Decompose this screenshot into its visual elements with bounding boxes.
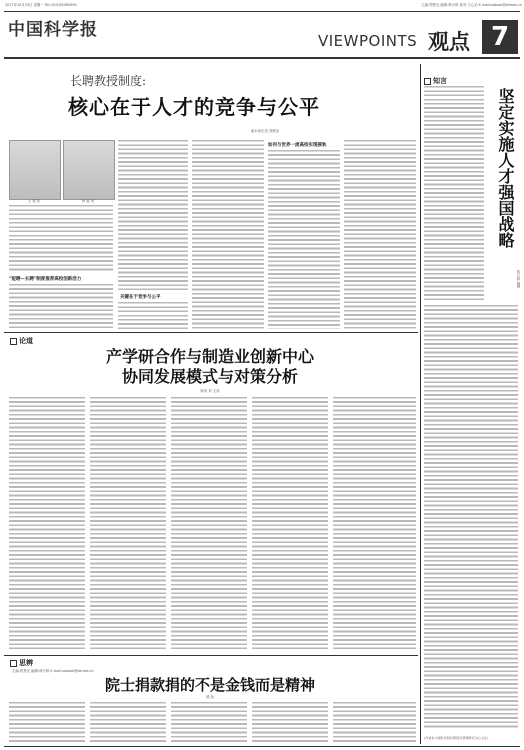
article3-body-col1 [9,702,85,744]
date-line: 2017年10月23日 星期一 Tel:(010)62580692 [5,3,77,7]
page-bottom-rule [4,746,520,747]
caption-left: 王 建 伟 [27,199,41,203]
paper-name-logo: 中国科学报 [8,20,98,40]
article2-body-col2 [90,397,166,649]
article3-top-rule [4,655,418,656]
sidebar-author: 郭日修 林珮 [516,270,520,289]
article1-body-col2b [118,302,188,329]
article2-headline-1: 产学研合作与制造业创新中心 [105,347,314,366]
section-cn: 观点 [428,29,470,54]
article1-body-col4 [268,150,340,329]
portrait-photo-right [63,140,115,200]
footer-credit: (作者系中国科学院科研院所管理研究中心主任) [424,736,489,740]
page-number: 7 [482,20,518,54]
article2-body-col1 [9,397,85,649]
article1-body-col3 [192,140,264,329]
portrait-photo-left [9,140,61,200]
sidebar-vertical-title: 坚定实施人才强国战略 [496,88,515,248]
editor-line: 主编:郑楚光 编辑:韩天琪 校对:王心怡 E-mail:ssbook@stimes.cn [421,3,522,7]
article1-body-col5 [344,140,416,329]
sidebar-label-icon [424,78,431,85]
article1-kicker: 长聘教授制度: [70,74,147,88]
article3-section-label [10,658,33,668]
article3-section-text: 思辨 [19,658,33,667]
article1-headline: 核心在于人才的竞争与公平 [68,95,320,119]
article1-subhead2: 如何与世界一流高校实现接轨 [268,143,327,148]
article3-headline: 院士捐款捐的不是金钱而是精神 [104,676,315,694]
article3-body-col3 [171,702,247,744]
article1-body-col1 [9,205,113,273]
masthead-bottom-rule [4,57,520,59]
article2-body-col3 [171,397,247,649]
article2-byline: 陈家 刘 文高 [200,389,220,393]
article2-headline-2: 协同发展模式与对策分析 [121,367,298,386]
article1-byline: 俞本泉记者 刘俊录 [250,129,280,133]
article3-body-col4 [252,702,328,744]
article1-body-col1b [9,284,113,329]
article2-top-rule [4,332,418,333]
sidebar-divider [420,64,421,744]
article3-section-icon [10,660,17,667]
article3-body-col5 [333,702,416,744]
sidebar-label [424,76,447,86]
article2-body-col5 [333,397,416,649]
article1-subhead1: "短聘—长聘"制度推荐高校创新活力 [9,277,82,282]
sidebar-label-text: 知言 [433,76,447,85]
section-en: VIEWPOINTS [318,32,418,50]
article1-body-col2 [118,140,188,290]
article3-byline: 姚 扬 [206,695,214,699]
article3-editor-line: 主编:郑楚光 编辑:韩天琪 E-mail:ssbook@stimes.cn [12,669,94,673]
article2-body-col4 [252,397,328,649]
article2-section-text: 论道 [19,336,33,345]
article3-body-col2 [90,702,166,744]
sidebar-body-top [424,86,484,301]
masthead-top-rule [4,11,520,12]
caption-right: 杨 福 家 [81,199,95,203]
sidebar-body-bottom [424,305,518,730]
article1-subhead3: 关键在于竞争与公平 [120,295,161,300]
